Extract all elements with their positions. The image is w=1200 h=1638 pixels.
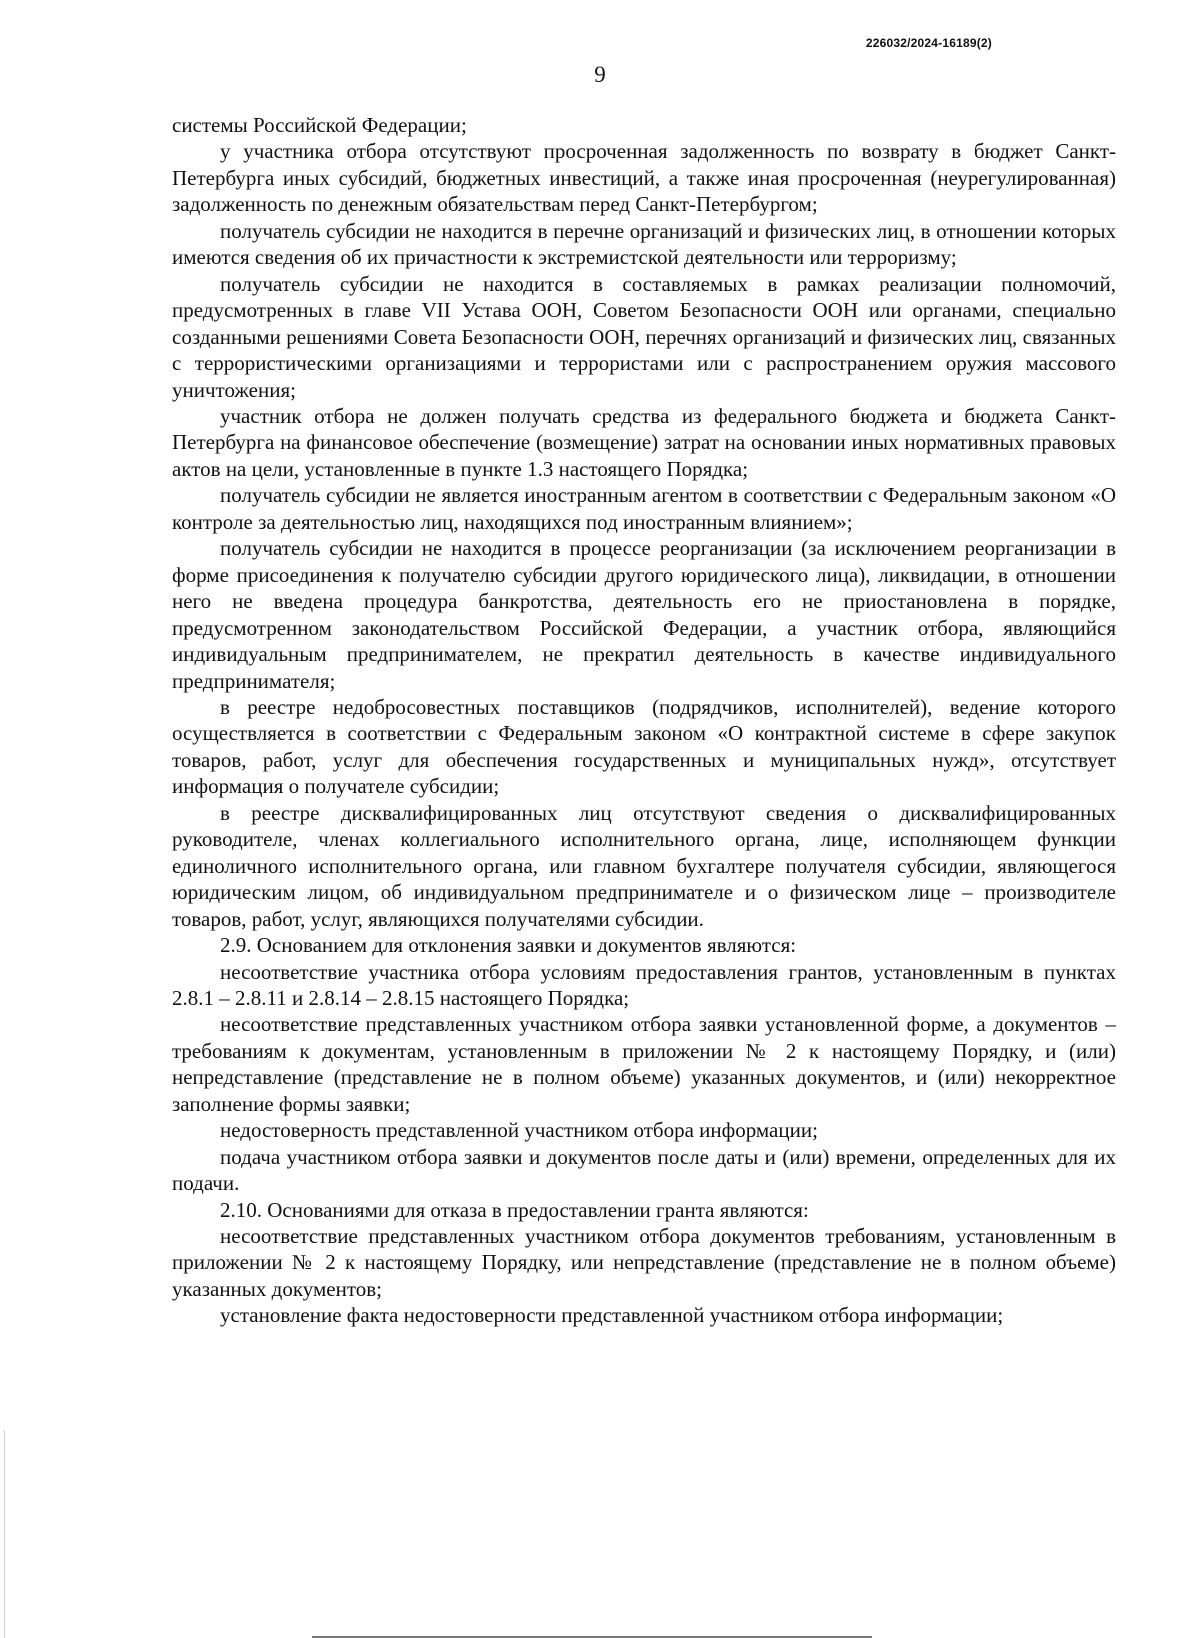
paragraph: в реестре дисквалифицированных лиц отсутствуют сведения о дисквалифицированных руководителе, членах коллегиального исполнительного органа, лице, исполняющем функции единоличного исполнительного органа, или главном бухгалтере получателя субсидии, являющегося юридическим лицом, об индивидуальном предпринимателе и о физическом лице – производителе товаров, работ, услуг, являющихся получателями субсидии. xyxy=(172,800,1116,931)
paragraph: 2.9. Основанием для отклонения заявки и документов являются: xyxy=(220,933,797,958)
paragraph: получатель субсидии не находится в перечне организаций и физических лиц, в отношении которых имеются сведения об их причастности к экстремистской деятельности или терроризму; xyxy=(172,218,1116,270)
paragraph: у участника отбора отсутствуют просроченная задолженность по возврату в бюджет Санкт-Петербурга иных субсидий, бюджетных инвестиций, а также иная просроченная (неурегулированная) задолженность по денежным обязательствам перед Санкт-Петербургом; xyxy=(172,139,1116,217)
paragraph: в реестре недобросовестных поставщиков (подрядчиков, исполнителей), ведение которого осуществляется в соответствии с Федеральным законом «О контрактной системе в сфере закупок товаров, работ, услуг для обеспечения государственных и муниципальных нужд», отсутствует информация о получателе субсидии; xyxy=(172,694,1116,799)
paragraph: получатель субсидии не находится в составляемых в рамках реализации полномочий, предусмотренных в главе VII Устава ООН, Советом Безопасности ООН или органами, специально созданными решениями Совета Безопасности ООН, перечнях организаций и физических лиц, связанных с террористическими организациями и террористами или с распространением оружия массового уничтожения; xyxy=(172,271,1116,402)
paragraph: подача участником отбора заявки и документов после даты и (или) времени, определенных для их подачи. xyxy=(172,1144,1116,1196)
paragraph: получатель субсидии не является иностранным агентом в соответствии с Федеральным законом «О контроле за деятельностью лиц, находящихся под иностранным влиянием»; xyxy=(172,483,1116,534)
paragraph: несоответствие представленных участником отбора заявки установленной форме, а документов – требованиям к документам, установленным в приложении № 2 к настоящему Порядку, и (или) непредставление (представление не в полном объеме) указанных документов, и (или) некорректное заполнение формы заявки; xyxy=(172,1012,1116,1116)
paragraph: установление факта недостоверности представленной участником отбора информации; xyxy=(220,1303,1004,1328)
page-number: 9 xyxy=(594,62,606,87)
document-registration-number: 226032/2024-16189(2) xyxy=(865,36,992,50)
paragraph: 2.10. Основаниями для отказа в предоставлении гранта являются: xyxy=(220,1197,809,1222)
paragraph: получатель субсидии не находится в процессе реорганизации (за исключением реорганизации в форме присоединения к получателю субсидии другого юридического лица), ликвидации, в отношении него не введена процедура банкротства, деятельность его не приостановлена в порядке, предусмотренном законодательством Российской Федерации, а участник отбора, являющийся индивидуальным предпринимателем, не прекратил деятельность в качестве индивидуального предпринимателя; xyxy=(172,536,1116,693)
paragraph: системы Российской Федерации; xyxy=(172,113,467,137)
document-body xyxy=(172,112,1116,1329)
paragraph: несоответствие участника отбора условиям предоставления грантов, установленным в пунктах 2.8.1 – 2.8.11 и 2.8.14 – 2.8.15 настоящего Порядка; xyxy=(172,959,1116,1010)
paragraph: участник отбора не должен получать средства из федерального бюджета и бюджета Санкт-Петербурга на финансовое обеспечение (возмещение) затрат на основании иных нормативных правовых актов на цели, установленные в пункте 1.3 настоящего Порядка; xyxy=(172,403,1116,481)
paragraph: недостоверность представленной участником отбора информации; xyxy=(220,1118,818,1143)
paragraph: несоответствие представленных участником отбора документов требованиям, установленным в приложении № 2 к настоящему Порядку, или непредставление (представление не в полном объеме) указанных документов; xyxy=(172,1224,1116,1301)
scan-edge-line xyxy=(4,1430,5,1638)
